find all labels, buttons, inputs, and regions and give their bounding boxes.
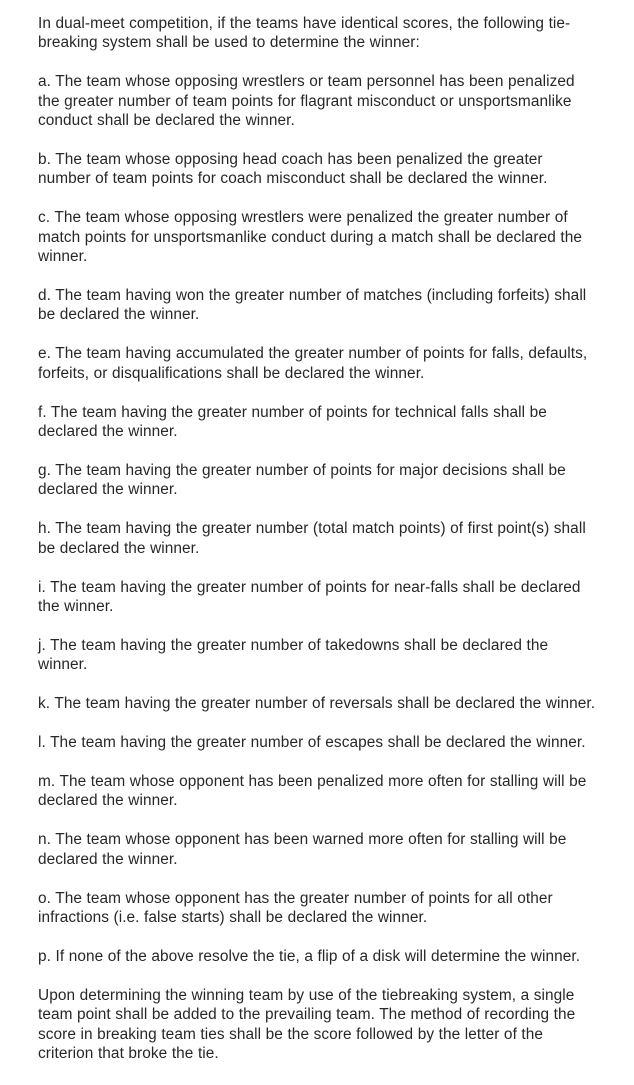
- criterion-o: o. The team whose opponent has the greater number of points for all other infractions (i.e. false starts) shall be declared the winner.: [38, 889, 553, 927]
- criterion-p: p. If none of the above resolve the tie, a flip of a disk will determine the winner.: [38, 948, 581, 965]
- criterion-e: e. The team having accumulated the greater number of points for falls, defaults, forfeits, or disqualifications shall be declared the winner.: [38, 345, 588, 382]
- criterion-h: h. The team having the greater number (total match points) of first point(s) shall be declared the winner.: [38, 520, 586, 557]
- criterion-m: m. The team whose opponent has been penalized more often for stalling will be declared the winner.: [38, 773, 587, 810]
- criterion-b: b. The team whose opposing head coach has been penalized the greater number of team points for coach misconduct shall be declared the winner.: [38, 151, 548, 188]
- closing-paragraph: Upon determining the winning team by use of the tiebreaking system, a single team point shall be added to the prevailing team. The method of recording the score in breaking team ties shall be the score followed by the letter of the criterion that broke the tie.: [38, 986, 576, 1063]
- criterion-c: c. The team whose opposing wrestlers were penalized the greater number of match points for unsportsmanlike conduct during a match shall be declared the winner.: [38, 209, 583, 266]
- criterion-f: f. The team having the greater number of points for technical falls shall be declared the winner.: [38, 403, 547, 441]
- criterion-k: k. The team having the greater number of reversals shall be declared the winner.: [38, 695, 596, 713]
- criterion-g: g. The team having the greater number of points for major decisions shall be declared the winner.: [38, 462, 566, 499]
- criterion-l: l. The team having the greater number of escapes shall be declared the winner.: [38, 734, 586, 752]
- criterion-i: i. The team having the greater number of points for near-falls shall be declared the winner.: [38, 578, 581, 616]
- intro-paragraph: In dual-meet competition, if the teams have identical scores, the following tie-breaking system shall be used to determine the winner:: [38, 15, 571, 52]
- criterion-d: d. The team having won the greater number of matches (including forfeits) shall be declared the winner.: [38, 287, 587, 324]
- criterion-n: n. The team whose opponent has been warned more often for stalling will be declared the winner.: [38, 831, 567, 868]
- criterion-j: j. The team having the greater number of takedowns shall be declared the winner.: [38, 636, 549, 674]
- criterion-a: a. The team whose opposing wrestlers or team personnel has been penalized the greater number of team points for flagrant misconduct or unsportsmanlike conduct shall be declared the winner.: [38, 73, 575, 130]
